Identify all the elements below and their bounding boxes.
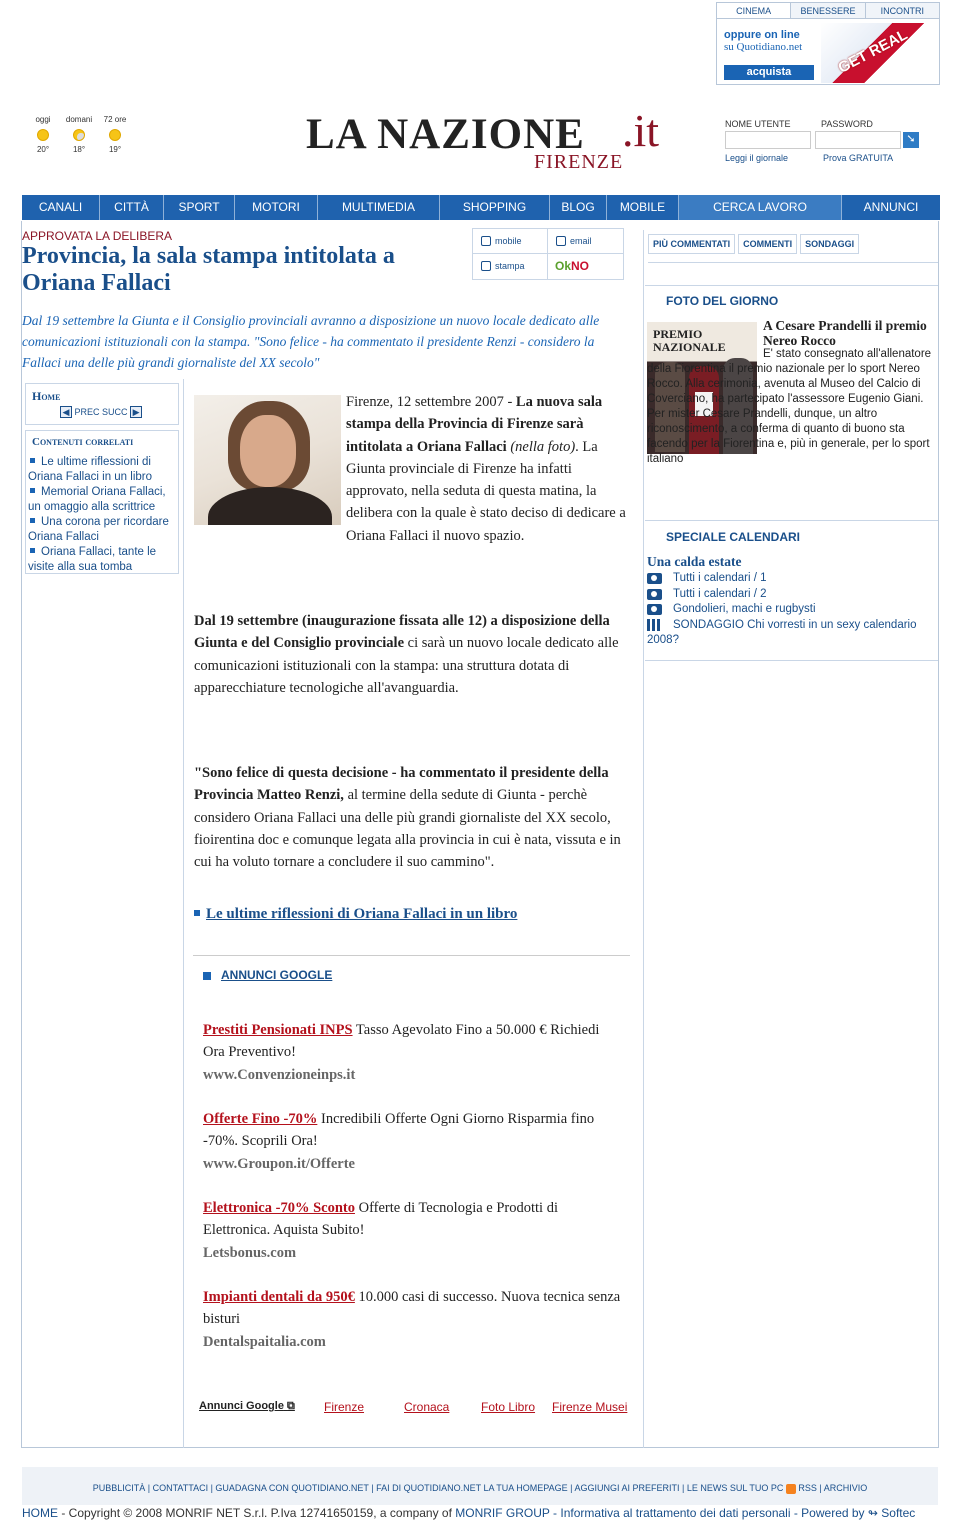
nav-sport[interactable]: SPORT <box>164 195 235 220</box>
article-paragraph-1 <box>346 391 631 547</box>
password-input[interactable] <box>815 131 901 149</box>
promo-line2 <box>724 41 802 53</box>
login-form <box>725 119 935 169</box>
promo-buy-button[interactable]: acquista <box>724 65 814 80</box>
ads-footer-cronaca[interactable]: Cronaca <box>404 1400 450 1414</box>
nav-motori[interactable]: MOTORI <box>235 195 318 220</box>
related-item[interactable] <box>28 485 178 515</box>
weather-day-label: 72 ore <box>103 115 127 124</box>
bullet-icon <box>30 548 35 553</box>
foto-del-giorno-headline[interactable]: A Cesare Prandelli il premio Nereo Rocco <box>763 318 927 348</box>
ads-footer-label: Annunci Google <box>199 1400 284 1412</box>
bullet-icon <box>30 458 35 463</box>
email-tool[interactable] <box>548 229 623 254</box>
promo-line1: oppure on line <box>724 29 800 41</box>
logo-suffix: .it <box>622 105 660 156</box>
calendari-item-label: Tutti i calendari / 2 <box>673 587 767 600</box>
frame-border <box>21 1447 939 1448</box>
nav-citta[interactable]: CITTÀ <box>100 195 164 220</box>
sun-cloud-icon <box>73 129 85 141</box>
calendari-item-label: SONDAGGIO Chi vorresti in un sexy calendario 2008? <box>647 618 917 646</box>
promo-tab-benessere[interactable]: BENESSERE <box>791 3 865 18</box>
article-lead-bold: La nuova sala stampa della Provincia di Firenze sarà intitolata a Oriana Fallaci <box>346 394 603 455</box>
photo-caption-ref: (nella foto) <box>510 438 576 455</box>
weather-widget[interactable] <box>28 115 138 165</box>
ad-url[interactable]: www.Convenzioneinps.it <box>203 1066 356 1083</box>
divider <box>193 955 630 956</box>
username-input[interactable] <box>725 131 811 149</box>
article-kicker: APPROVATA LA DELIBERA <box>22 229 173 243</box>
article-bold: Dal 19 settembre (inaugurazione fissata alle 12) a disposizione della Giunta e del Consiglio provinciale <box>194 613 610 652</box>
related-item-label: Oriana Fallaci, tante le visite alla sua tomba <box>28 546 157 573</box>
print-label: stampa <box>495 261 525 271</box>
weather-temp: 19° <box>108 145 122 154</box>
bullet-icon <box>30 518 35 523</box>
article-tools <box>472 228 624 280</box>
right-tabs <box>648 234 859 254</box>
logo-city: FIRENZE <box>534 151 624 173</box>
related-article-label: Le ultime riflessioni di Oriana Fallaci in un libro <box>206 906 518 922</box>
promo-tab-incontri[interactable]: INCONTRI <box>866 3 939 18</box>
email-icon <box>556 236 566 246</box>
article-bold: "Sono felice di questa decisione - ha commentato il presidente della Provincia Matteo Renzi, <box>194 765 609 804</box>
weather-temp: 20° <box>36 145 50 154</box>
camera-icon <box>647 573 662 584</box>
ad-item[interactable] <box>203 1197 623 1264</box>
ad-text: 10.000 casi di successo. Nuova tecnica senza bisturi <box>203 1289 621 1328</box>
ads-footer-firenze-musei[interactable]: Firenze Musei <box>552 1400 628 1414</box>
ads-footer-google[interactable] <box>199 1400 295 1413</box>
divider <box>645 520 938 521</box>
print-icon <box>481 261 491 271</box>
prev-next-nav <box>60 406 142 418</box>
article-text: . La Giunta provinciale di Firenze ha infatti approvato, nella seduta di questa matina, la delibera con la quale è stato deciso di dedicare a Oriana Fallaci il nuovo spazio. <box>346 438 626 544</box>
read-newspaper-link[interactable]: Leggi il giornale <box>725 153 789 163</box>
promo-banner[interactable] <box>716 2 940 85</box>
copyright-text: - Copyright © 2008 MONRIF NET S.r.l. P.Iva 12741650159, a company of <box>58 1506 456 1520</box>
ad-url[interactable]: Dentalspaitalia.com <box>203 1333 326 1350</box>
ad-text: Tasso Agevolato Fino a 50.000 € Richiedi Ora Preventivo! <box>203 1022 600 1061</box>
sidebar-related-box <box>25 430 179 574</box>
prev-link[interactable]: PREC <box>74 407 100 417</box>
promo-tab-cinema[interactable]: CINEMA <box>717 3 791 18</box>
sidebar-home-box <box>25 383 179 425</box>
print-tool[interactable] <box>473 254 548 279</box>
nav-annunci[interactable]: ANNUNCI <box>863 200 919 214</box>
calendari-item[interactable] <box>647 618 937 649</box>
site-logo[interactable] <box>306 104 686 174</box>
privacy-link[interactable]: - Informativa al trattamento dei dati personali <box>549 1506 791 1520</box>
calendari-subtitle[interactable]: Una calda estate <box>647 554 742 569</box>
username-label: NOME UTENTE <box>725 119 791 129</box>
rss-link[interactable]: RSS <box>798 1483 817 1493</box>
calendari-item[interactable] <box>647 571 937 587</box>
divider <box>648 262 938 263</box>
nav-canali[interactable]: CANALI <box>22 195 100 220</box>
ads-footer-firenze[interactable]: Firenze <box>324 1400 365 1414</box>
google-ads-title[interactable]: ANNUNCI GOOGLE <box>221 968 333 982</box>
foto-del-giorno-title: FOTO DEL GIORNO <box>666 294 779 308</box>
sun-icon <box>37 129 49 141</box>
archivio-link[interactable]: | ARCHIVIO <box>819 1483 868 1493</box>
weather-day-label: domani <box>65 115 93 124</box>
weather-tomorrow[interactable] <box>64 115 94 154</box>
weather-today[interactable] <box>28 115 58 154</box>
free-trial-link[interactable]: Prova GRATUITA <box>823 153 894 163</box>
softec-link[interactable]: Softec <box>881 1506 916 1520</box>
nav-blog[interactable]: BLOG <box>550 195 607 220</box>
article-paragraph-2 <box>194 610 632 699</box>
footer-home-link[interactable]: HOME <box>22 1506 58 1520</box>
main-nav <box>22 195 940 220</box>
column-divider <box>183 379 184 1448</box>
foto-del-giorno-body: E' stato consegnato all'allenatore della Fiorentina il premio nazionale per lo sport Nereo Rocco. Alla cerimonia, avenuta al Museo del Calcio di Coverciano, ha partecipato l'assessore Eugenio Giani. Per mister Cesare Prandelli, dunque, un altro riconoscimento, a conferma di quanto di buono sta facendo per la Fiorentina e, più in generale, per lo sport italiano <box>647 348 932 465</box>
rss-icon[interactable] <box>786 1484 796 1494</box>
mobile-label: mobile <box>495 236 522 246</box>
email-label: email <box>570 236 592 246</box>
arrow-right-icon[interactable]: ▶ <box>130 406 142 418</box>
powered-by-label: - Powered by <box>790 1506 868 1520</box>
article-subtitle: Dal 19 settembre la Giunta e il Consiglio provinciali avranno a disposizione un nuovo locale dedicato alle comunicazioni istituzionali con la stampa. "Sono felice - ha commentato il presidente Renzi - considero la Fallaci una delle più grandi giornaliste del XX secolo" <box>22 313 600 370</box>
ad-text: Offerte di Tecnologia e Prodotti di Elettronica. Aquista Subito! <box>203 1200 558 1239</box>
related-item-label: Le ultime riflessioni di Oriana Fallaci in un libro <box>28 456 153 483</box>
column-divider <box>643 230 644 1448</box>
nav-multimedia[interactable]: MULTIMEDIA <box>318 195 440 220</box>
photo-shape <box>240 415 296 487</box>
poll-icon <box>647 619 660 631</box>
ads-footer-foto-libro[interactable]: Foto Libro <box>481 1400 536 1414</box>
promo-brand: Quotidiano.net <box>736 41 803 53</box>
related-list <box>28 455 178 575</box>
weather-day-label: oggi <box>35 115 51 124</box>
password-label: PASSWORD <box>821 119 873 129</box>
calendari-item-label: Gondolieri, machi e rugbysti <box>673 603 816 615</box>
article-dateline: Firenze, 12 settembre 2007 - <box>346 394 516 410</box>
camera-icon <box>647 604 662 615</box>
tab-sondaggi[interactable]: SONDAGGI <box>800 234 859 254</box>
article-title: Provincia, la sala stampa intitolata a Oriana Fallaci <box>22 243 395 296</box>
calendari-item[interactable] <box>647 602 937 618</box>
mobile-icon <box>481 236 491 246</box>
promo-art-text: GET REAL <box>835 26 911 77</box>
related-title: Contenuti correlati <box>32 436 134 448</box>
tab-piu-commentati[interactable]: PIÙ COMMENTATI <box>648 234 735 254</box>
sun-icon <box>109 129 121 141</box>
footer-links <box>22 1467 938 1505</box>
divider <box>645 285 938 286</box>
nav-mobile[interactable]: MOBILE <box>607 195 679 220</box>
divider <box>645 660 938 661</box>
bullet-icon <box>194 910 200 916</box>
nav-shopping[interactable]: SHOPPING <box>440 195 550 220</box>
arrow-left-icon[interactable]: ◀ <box>60 406 72 418</box>
external-link-icon: ⧉ <box>287 1400 295 1412</box>
frame-border <box>21 221 22 1448</box>
softec-icon: ↬ <box>867 1506 882 1520</box>
ad-text: Incredibili Offerte Ogni Giorno Risparmia fino -70%. Scoprili Ora! <box>203 1111 595 1150</box>
calendari-item-label: Tutti i calendari / 1 <box>673 572 767 584</box>
weather-72h[interactable] <box>100 115 130 154</box>
article-photo <box>194 395 341 525</box>
ad-headline[interactable]: Elettronica -70% Sconto <box>203 1200 355 1216</box>
article-text: al termine della sedute di Giunta - perchè considero Oriana Fallaci una delle più grandi giornaliste del XX secolo, fioirentina doc e comunque legata alla provincia in cui è nata, vissuta e in cui ha voluto tornare a concludere il suo cammino". <box>194 787 621 871</box>
nav-cerca-lavoro[interactable]: CERCA LAVORO <box>679 195 842 220</box>
ad-item[interactable] <box>203 1286 623 1353</box>
photo-text: PREMIO NAZIONALE <box>653 327 726 354</box>
promo-line2-prefix: su <box>724 41 734 53</box>
ad-headline[interactable]: Impianti dentali da 950€ <box>203 1289 355 1305</box>
ad-item[interactable] <box>203 1019 623 1086</box>
next-link[interactable]: SUCC <box>102 407 128 417</box>
mobile-tool[interactable] <box>473 229 548 254</box>
related-item[interactable] <box>28 545 178 575</box>
related-item[interactable] <box>28 515 178 545</box>
logo-main: LA NAZIONE <box>306 111 585 158</box>
okno-widget[interactable]: OkNO <box>555 259 590 273</box>
footer-link-list[interactable]: PUBBLICITÀ | CONTATTACI | GUADAGNA CON QUOTIDIANO.NET | FAI DI QUOTIDIANO.NET LA TUA HOMEPAGE | AGGIUNGI AI PREFERITI | LE NEWS SUL TUO PC <box>92 1483 784 1493</box>
ad-url[interactable]: Letsbonus.com <box>203 1244 297 1261</box>
copyright-line <box>22 1505 938 1521</box>
article-text: ci sarà un nuovo locale dedicato alle comunicazioni istituzionali con la stampa: una struttura dotata di apparecchiature tecnologiche all'avanguardia. <box>194 635 619 696</box>
article-paragraph-3 <box>194 762 632 873</box>
related-item-label: Memorial Oriana Fallaci, un omaggio alla scrittrice <box>28 486 166 513</box>
related-item-label: Una corona per ricordare Oriana Fallaci <box>28 516 169 543</box>
speciale-calendari-title: SPECIALE CALENDARI <box>666 530 801 544</box>
ad-headline[interactable]: Prestiti Pensionati INPS <box>203 1022 353 1038</box>
related-item[interactable] <box>28 455 178 485</box>
login-go-button[interactable]: ➘ <box>903 132 919 148</box>
related-article-link[interactable] <box>194 906 517 923</box>
tab-commenti[interactable]: COMMENTI <box>738 234 797 254</box>
bullet-icon <box>203 972 211 980</box>
ad-item[interactable] <box>203 1108 623 1175</box>
calendari-item[interactable] <box>647 587 937 603</box>
foto-del-giorno-text <box>647 347 939 467</box>
promo-image[interactable] <box>821 23 939 83</box>
ad-url[interactable]: www.Groupon.it/Offerte <box>203 1155 355 1172</box>
weather-temp: 18° <box>72 145 86 154</box>
monrif-group-link[interactable]: MONRIF GROUP <box>455 1506 550 1520</box>
promo-tabs <box>717 3 939 19</box>
photo-shape <box>208 487 332 525</box>
home-link[interactable]: Home <box>32 389 61 403</box>
text-indent <box>647 356 763 357</box>
calendari-list <box>647 571 937 649</box>
bullet-icon <box>30 488 35 493</box>
camera-icon <box>647 589 662 600</box>
ad-headline[interactable]: Offerte Fino -70% <box>203 1111 318 1127</box>
